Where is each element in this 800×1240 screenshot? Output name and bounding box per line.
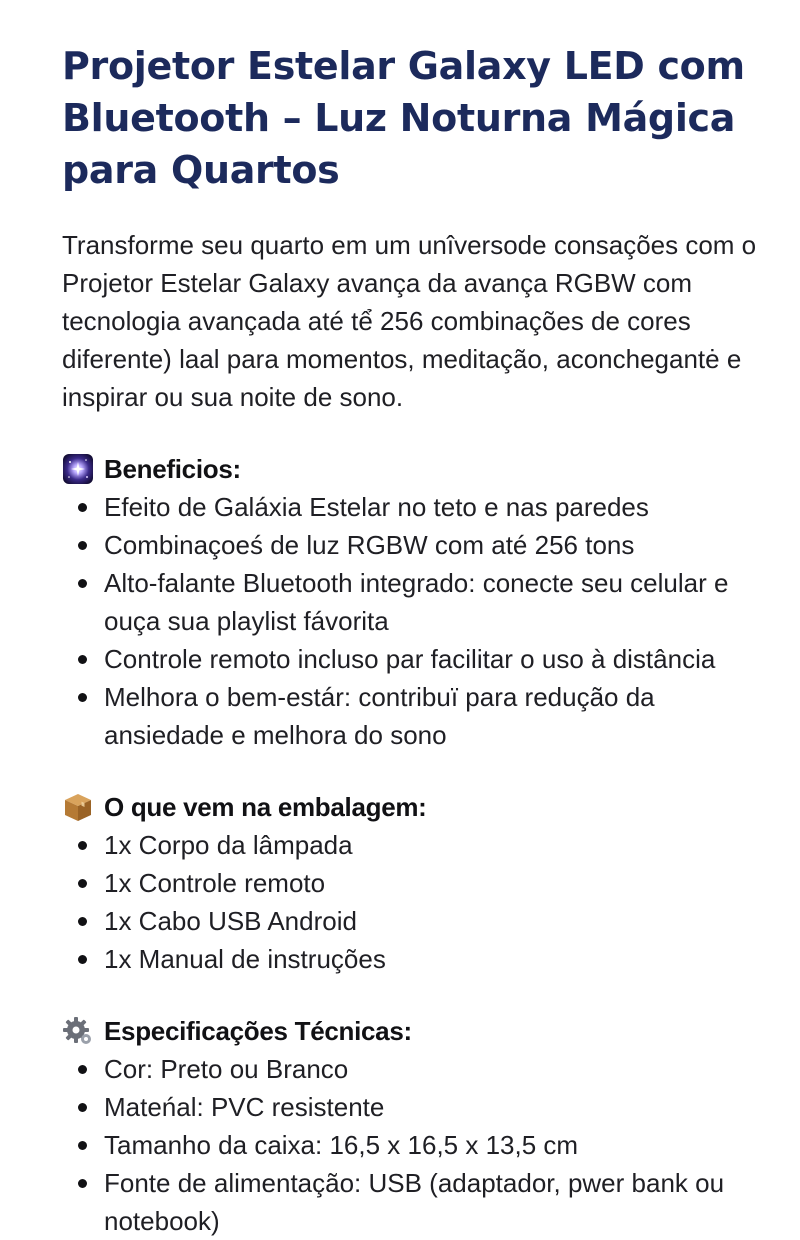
list-item: Mateńal: PVC resistente bbox=[62, 1088, 762, 1126]
list-item: 1x Controle remoto bbox=[62, 864, 762, 902]
list-item: Efeito de Galáxia Estelar no teto e nas paredes bbox=[62, 488, 762, 526]
benefits-list bbox=[62, 488, 762, 754]
gear-icon bbox=[62, 1015, 94, 1047]
section-heading bbox=[62, 788, 762, 826]
list-item: Combinaçoeś de luz RGBW com até 256 tons bbox=[62, 526, 762, 564]
galaxy-icon bbox=[62, 453, 94, 485]
product-description bbox=[62, 40, 762, 1240]
list-item: 1x Corpo da lâmpada bbox=[62, 826, 762, 864]
section-heading-label: Beneficios: bbox=[104, 454, 241, 484]
list-item: Fonte de alimentação: USB (adaptador, pwer bank ou notebook) bbox=[62, 1164, 762, 1240]
package-list bbox=[62, 826, 762, 978]
section-heading-label: O que vem na embalagem: bbox=[104, 792, 427, 822]
section-heading-label: Especificações Técnicas: bbox=[104, 1016, 412, 1046]
list-item: 1x Manual de instruções bbox=[62, 940, 762, 978]
page-title: Projetor Estelar Galaxy LED com Bluetooth – Luz Noturna Mágica para Quartos bbox=[62, 44, 745, 192]
section-heading bbox=[62, 450, 762, 488]
list-item: Cor: Preto ou Branco bbox=[62, 1050, 762, 1088]
intro-paragraph: Transforme seu quarto em um unîversode consações com o Projetor Estelar Galaxy avança da avança RGBW com tecnologia avançada até tể 256 combinações de cores diferente) laal para momentos, meditação, aconchegantė e inspirar ou sua noite de sono. bbox=[62, 230, 757, 412]
list-item: Alto-falante Bluetooth integrado: conecte seu celular e ouça sua playlist fávorita bbox=[62, 564, 762, 640]
specs-list bbox=[62, 1050, 762, 1240]
package-icon bbox=[62, 791, 94, 823]
list-item: Melhora o bem-estár: contribuï para redução da ansiedade e melhora do sono bbox=[62, 678, 762, 754]
package-section bbox=[62, 788, 762, 978]
specs-section bbox=[62, 1012, 762, 1240]
benefits-section bbox=[62, 450, 762, 754]
section-heading bbox=[62, 1012, 762, 1050]
list-item: 1x Cabo USB Android bbox=[62, 902, 762, 940]
list-item: Tamanho da caixa: 16,5 x 16,5 x 13,5 cm bbox=[62, 1126, 762, 1164]
list-item: Controle remoto incluso par facilitar o uso à distância bbox=[62, 640, 762, 678]
